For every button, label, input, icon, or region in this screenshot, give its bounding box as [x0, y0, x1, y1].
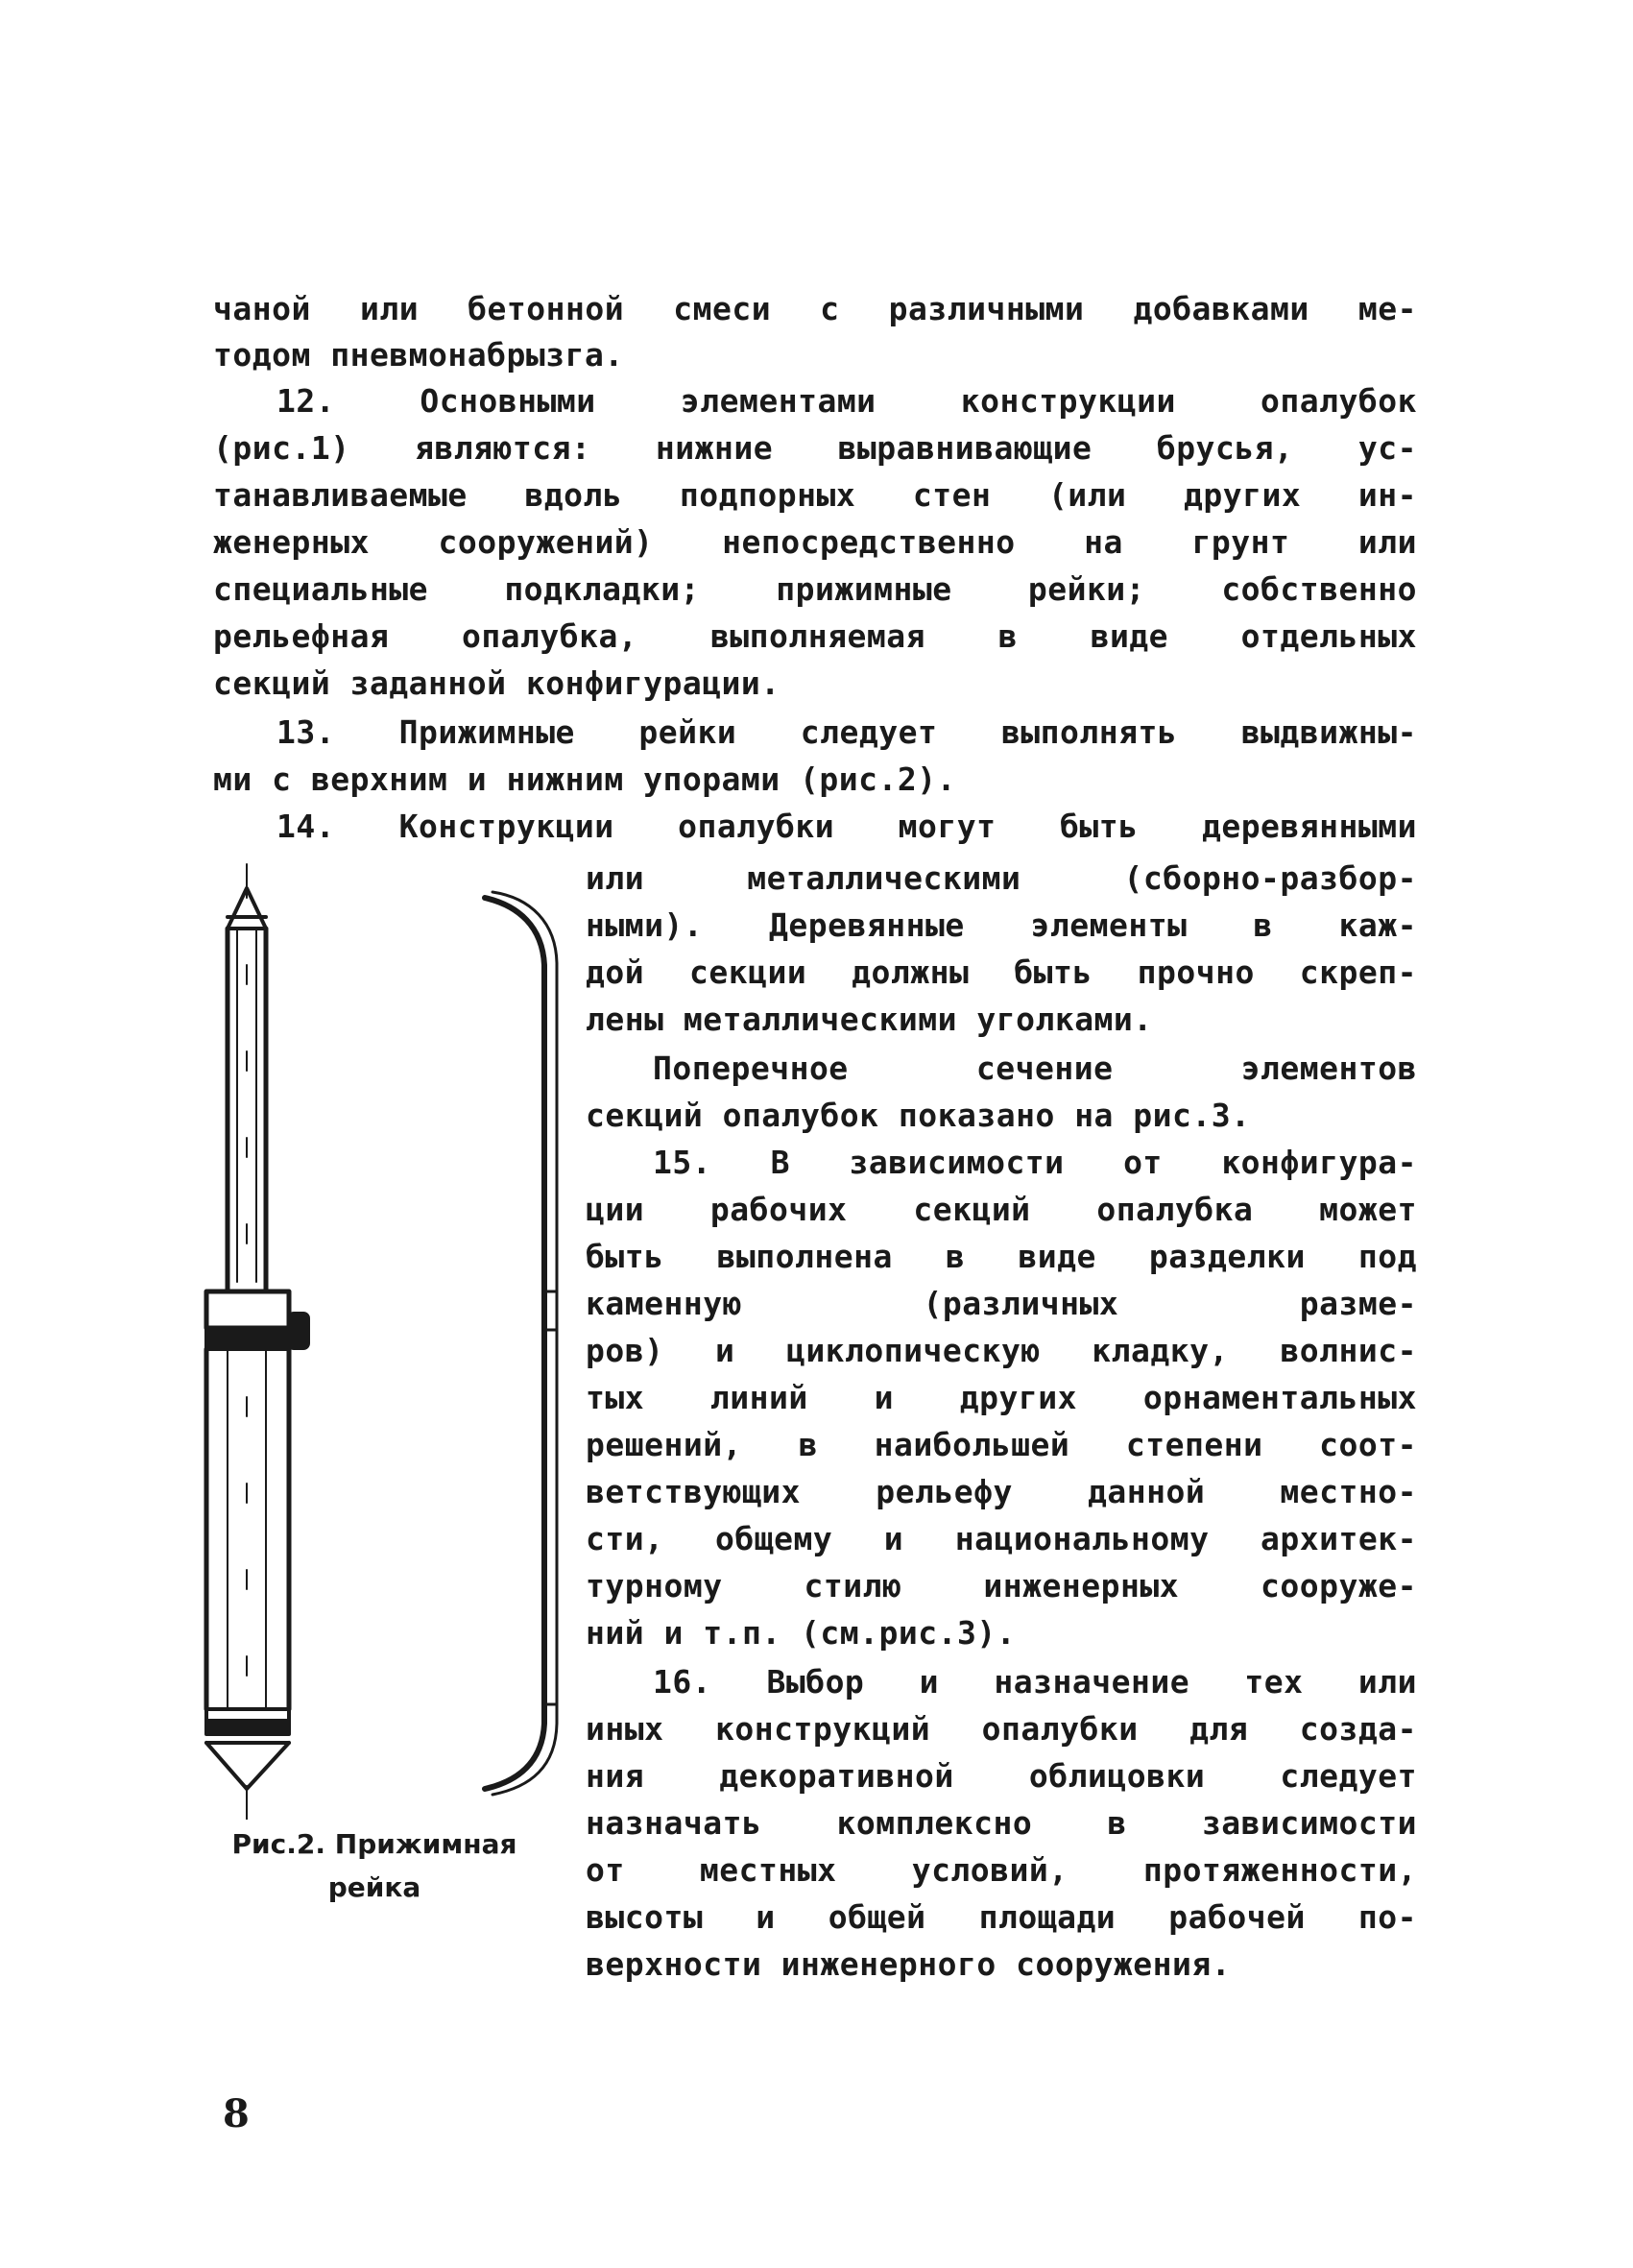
right-line-9: быть выполнена в виде разделки под — [586, 1238, 1417, 1275]
right-line-13: решений, в наибольшей степени соот- — [586, 1426, 1417, 1463]
right-line-10: каменную (различных разме- — [586, 1285, 1417, 1322]
text-line-2: тодом пневмонабрызга. — [213, 336, 624, 374]
right-line-19: иных конструкций опалубки для созда- — [586, 1710, 1417, 1748]
text-line-12: 14. Конструкции опалубки могут быть деревянными — [276, 808, 1417, 845]
right-line-7: 15. В зависимости от конфигура- — [653, 1144, 1417, 1181]
text-line-1: чаной или бетонной смеси с различными добавками ме- — [213, 290, 1417, 327]
right-line-8: ции рабочих секций опалубка может — [586, 1191, 1417, 1228]
right-line-20: ния декоративной облицовки следует — [586, 1757, 1417, 1795]
right-line-2: ными). Деревянные элементы в каж- — [586, 906, 1417, 944]
text-line-11: ми с верхним и нижним упорами (рис.2). — [213, 760, 956, 798]
right-line-16: турному стилю инженерных сооруже- — [586, 1567, 1417, 1604]
press-rail-figure — [187, 859, 571, 1820]
right-line-11: ров) и циклопическую кладку, волнис- — [586, 1332, 1417, 1369]
text-line-9: секций заданной конфигурации. — [213, 664, 780, 702]
page-number: 8 — [223, 2091, 250, 2136]
rail-front-view — [206, 864, 308, 1820]
text-line-5: танавливаемые вдоль подпорных стен (или других ин- — [213, 476, 1417, 514]
text-line-10: 13. Прижимные рейки следует выполнять выдвижны- — [276, 713, 1417, 751]
right-line-23: высоты и общей площади рабочей по- — [586, 1898, 1417, 1936]
right-line-4: лены металлическими уголками. — [586, 1001, 1153, 1038]
right-line-22: от местных условий, протяженности, — [586, 1851, 1417, 1889]
right-line-17: ний и т.п. (см.рис.3). — [586, 1614, 1017, 1652]
text-line-6: женерных сооружений) непосредственно на грунт или — [213, 523, 1417, 561]
right-line-6: секций опалубок показано на рис.3. — [586, 1097, 1251, 1134]
right-line-14: ветствующих рельефу данной местно- — [586, 1473, 1417, 1510]
figure-caption-line-1: Рис.2. Прижимная — [231, 1828, 517, 1860]
text-line-4: (рис.1) являются: нижние выравнивающие брусья, ус- — [213, 429, 1417, 467]
right-line-24: верхности инженерного сооружения. — [586, 1945, 1232, 1983]
figure-caption-line-2: рейка — [327, 1871, 421, 1903]
right-line-5: Поперечное сечение элементов — [653, 1050, 1417, 1087]
rail-side-view — [485, 892, 557, 1795]
text-line-7: специальные подкладки; прижимные рейки; собственно — [213, 570, 1417, 608]
right-line-21: назначать комплексно в зависимости — [586, 1804, 1417, 1842]
right-line-1: или металлическими (сборно-разбор- — [586, 859, 1417, 897]
right-line-18: 16. Выбор и назначение тех или — [653, 1663, 1417, 1701]
right-line-12: тых линий и других орнаментальных — [586, 1379, 1417, 1416]
text-line-3: 12. Основными элементами конструкции опалубок — [276, 382, 1417, 420]
right-line-3: дой секции должны быть прочно скреп- — [586, 953, 1417, 991]
right-line-15: сти, общему и национальному архитек- — [586, 1520, 1417, 1557]
text-line-8: рельефная опалубка, выполняемая в виде отдельных — [213, 617, 1417, 655]
